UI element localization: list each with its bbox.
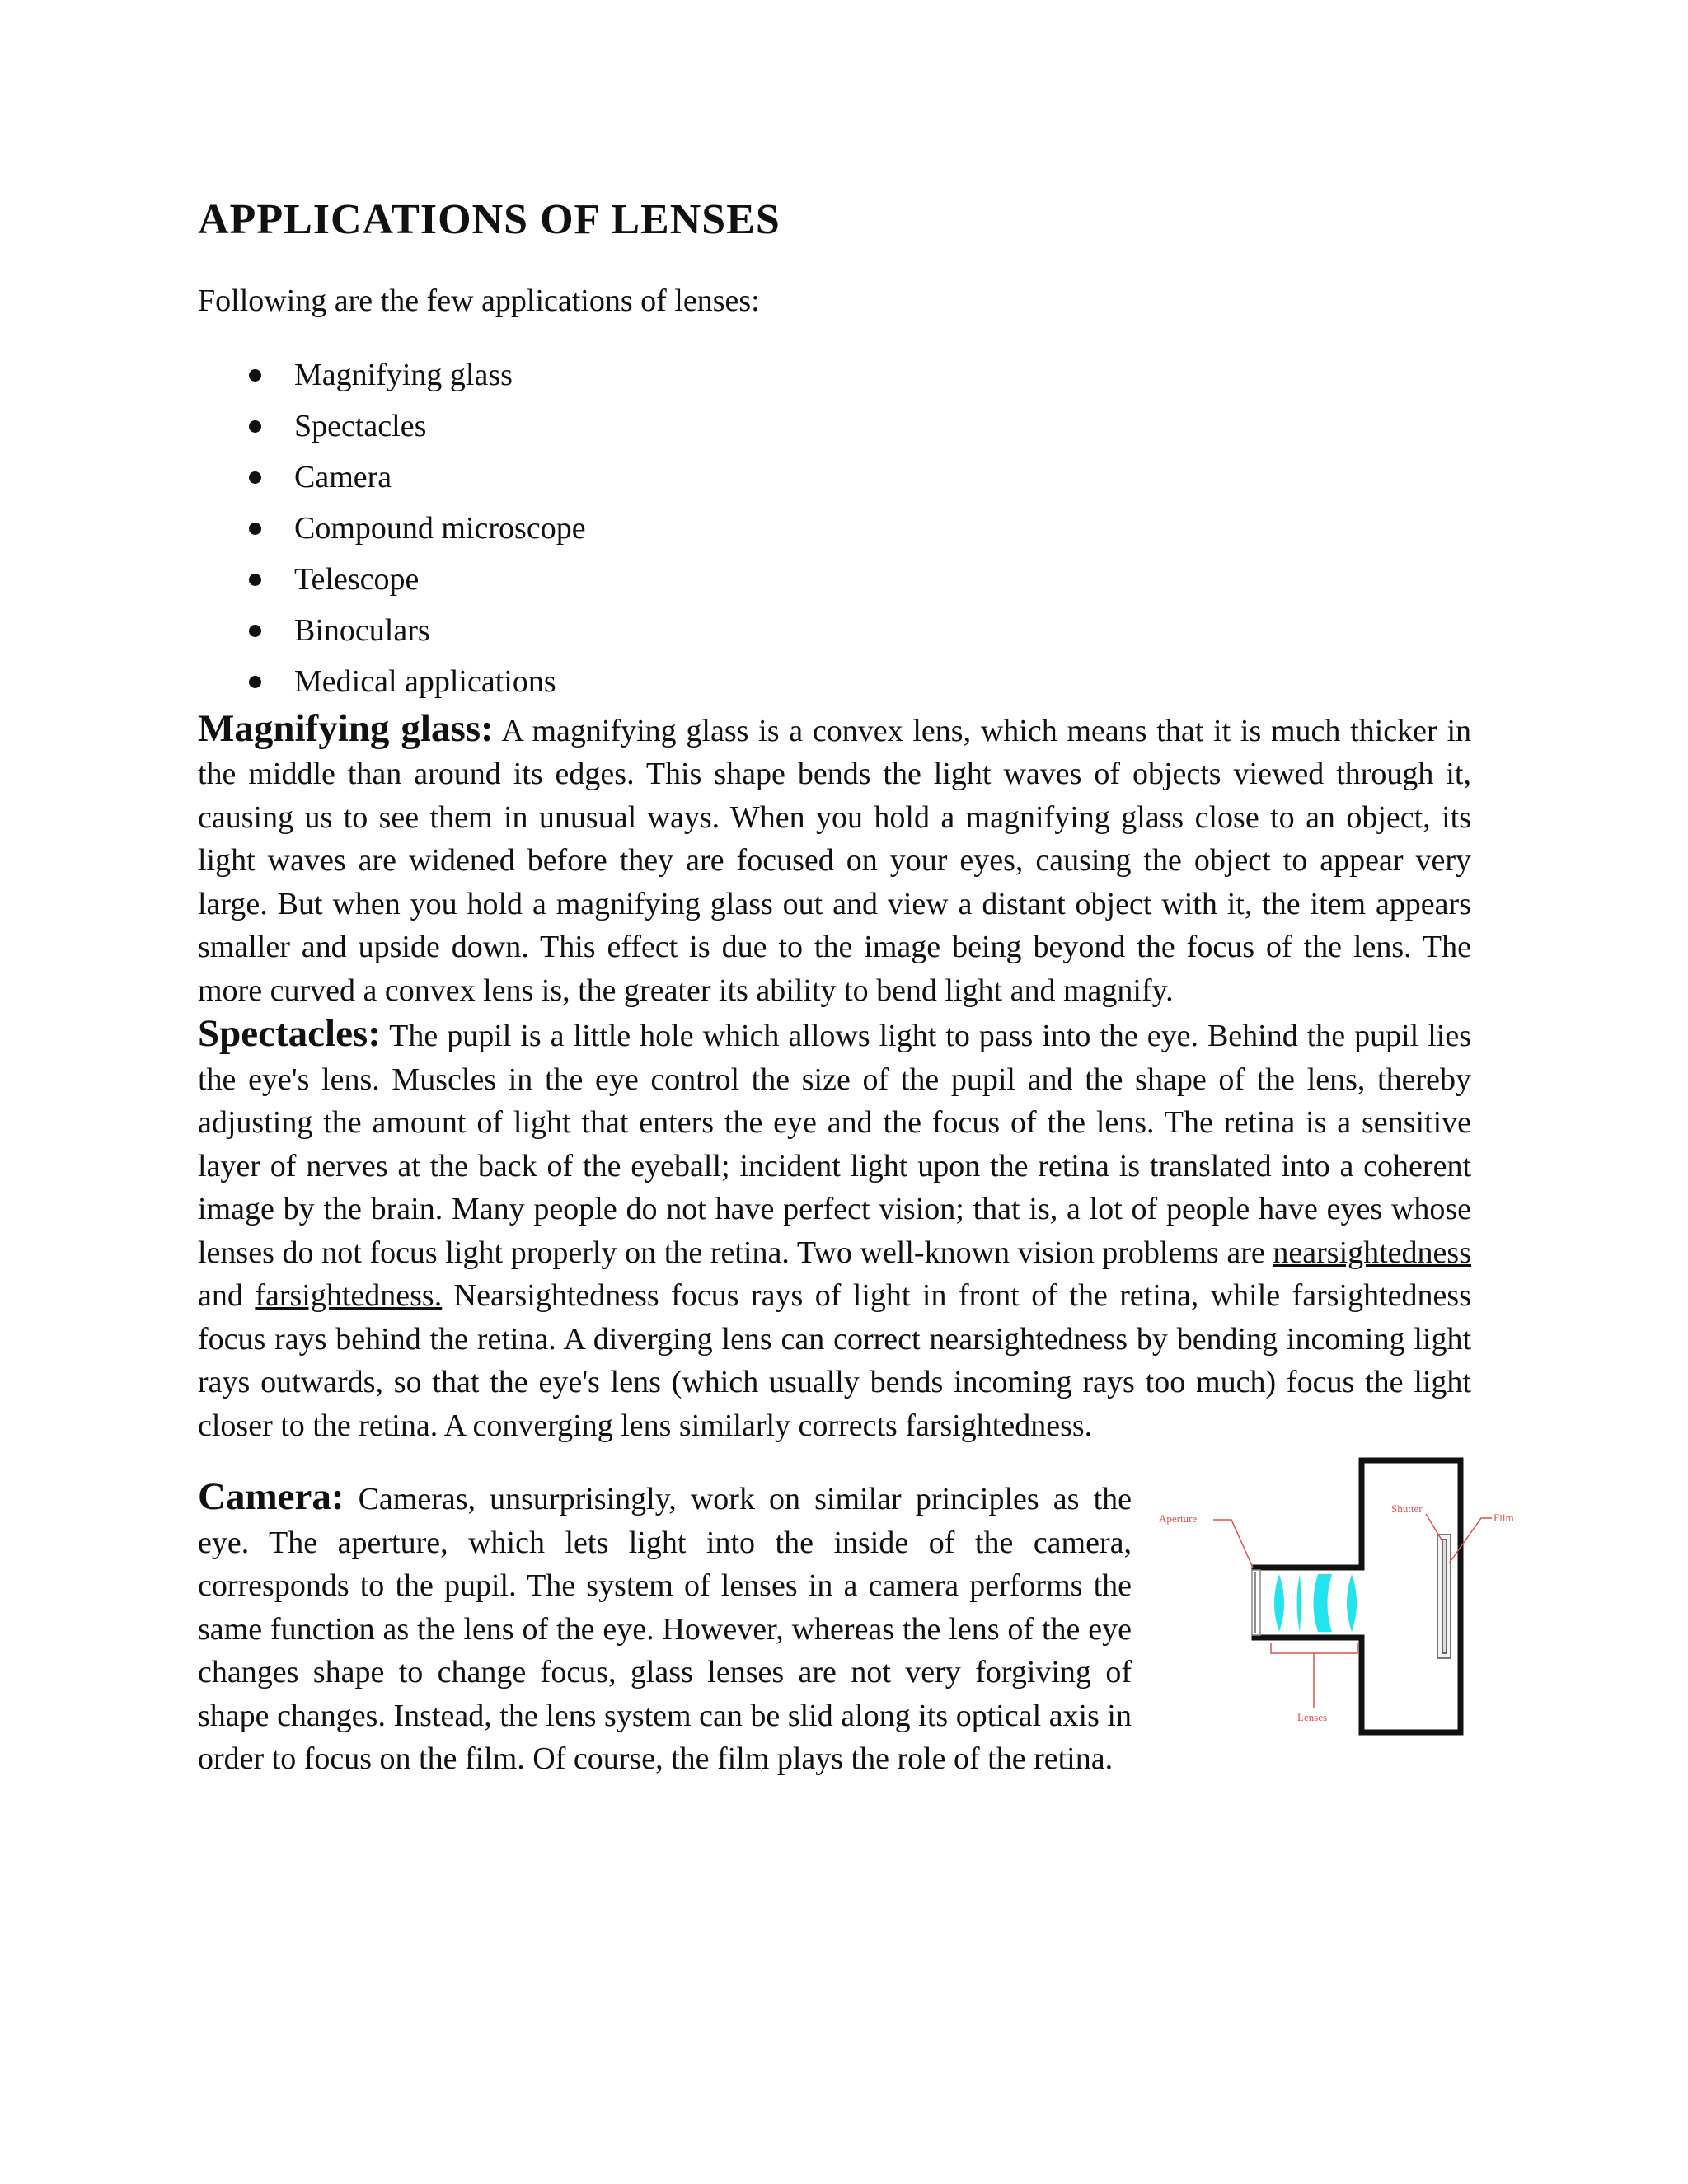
bullet-icon (249, 574, 261, 586)
camera-body-outline (1254, 1460, 1461, 1732)
bullet-icon (249, 420, 261, 433)
lenses-label: Lenses (1297, 1711, 1328, 1724)
applications-list (198, 349, 1471, 707)
list-item-label: Medical applications (294, 663, 556, 699)
bullet-icon (249, 523, 261, 535)
film-leader (1449, 1518, 1492, 1563)
lens-element (1297, 1574, 1301, 1632)
list-item (198, 554, 1471, 605)
aperture-leader (1213, 1520, 1253, 1568)
nearsightedness-link[interactable]: nearsightedness (1273, 1235, 1471, 1270)
spectacles-text-c: Nearsightedness focus rays of light in front of the retina, while farsightedness focus rays behind the retina. A diverging lens can correct nearsightedness by bending incoming light rays outwards, so that the eye's lens (which usually bends incoming rays too much) focus the light closer to the retina. A converging lens similarly corrects farsightedness. (198, 1278, 1471, 1443)
farsightedness-link[interactable]: farsightedness. (255, 1278, 443, 1314)
aperture-window (1252, 1570, 1260, 1635)
camera-section (198, 1475, 1514, 1781)
list-item-label: Binoculars (294, 612, 430, 648)
list-item (198, 656, 1471, 707)
list-item (198, 401, 1471, 452)
camera-heading: Camera: (198, 1475, 345, 1519)
magnifying-glass-section (198, 707, 1471, 1013)
intro-text: Following are the few applications of lenses: (198, 284, 760, 319)
bullet-icon (249, 625, 261, 637)
list-item-label: Telescope (294, 561, 420, 597)
list-item (198, 349, 1471, 401)
bullet-icon (249, 676, 261, 688)
camera-paragraph (198, 1475, 1132, 1781)
camera-diagram (1156, 1452, 1518, 1749)
lenses-bracket (1271, 1643, 1357, 1653)
bullet-icon (249, 369, 261, 382)
lens-element (1347, 1574, 1357, 1632)
lens-element (1274, 1574, 1284, 1632)
spectacles-section (198, 1012, 1471, 1447)
magnifying-glass-text: A magnifying glass is a convex lens, which means that it is much thicker in the middle than around its edges. This shape bends the light waves of objects viewed through it, causing us to see them in unusual ways. When you hold a magnifying glass close to an object, its light waves are widened before they are focused on your eyes, causing the object to appear very large. But when you hold a magnifying glass out and view a distant object with it, the item appears smaller and upside down. This effect is due to the image being beyond the focus of the lens. The more curved a convex lens is, the greater its ability to bend light and magnify. (198, 713, 1471, 1008)
document-page (198, 194, 1514, 1781)
list-item (198, 605, 1471, 656)
spectacles-heading: Spectacles: (198, 1012, 381, 1056)
list-item-label: Compound microscope (294, 510, 586, 546)
bullet-icon (249, 471, 261, 484)
magnifying-glass-heading: Magnifying glass: (198, 706, 494, 750)
lens-element (1314, 1574, 1333, 1632)
camera-text: Cameras, unsurprisingly, work on similar principles as the eye. The aperture, which lets light into the inside of the camera, corresponds to the pupil. The system of lenses in a camera performs the same function as the lens of the eye. However, whereas the lens of the eye changes shape to change focus, glass lenses are not very forgiving of shape changes. Instead, the lens system can be slid along its optical axis in order to focus on the film. Of course, the film plays the role of the retina. (198, 1482, 1132, 1777)
list-item-label: Magnifying glass (294, 357, 513, 392)
spectacles-text-a: The pupil is a little hole which allows light to pass into the eye. Behind the pupil lies the eye's lens. Muscles in the eye control the size of the pupil and the shape of the lens, thereby adjusting the amount of light that enters the eye and the focus of the lens. The retina is a sensitive layer of nerves at the back of the eyeball; incident light upon the retina is translated into a coherent image by the brain. Many people do not have perfect vision; that is, a lot of people have eyes whose lenses do not focus light properly on the retina. Two well-known vision problems are (198, 1019, 1471, 1270)
list-item-label: Spectacles (294, 408, 427, 443)
shutter-strip (1442, 1540, 1447, 1653)
film-label: Film (1493, 1511, 1514, 1525)
spectacles-text-b: and (198, 1278, 256, 1314)
shutter-leader (1426, 1514, 1442, 1541)
list-item (198, 503, 1471, 554)
list-item (198, 452, 1471, 503)
page-title: APPLICATIONS OF LENSES (198, 196, 781, 243)
aperture-label: Aperture (1159, 1512, 1198, 1526)
shutter-label: Shutter (1391, 1502, 1423, 1516)
list-item-label: Camera (294, 459, 392, 494)
